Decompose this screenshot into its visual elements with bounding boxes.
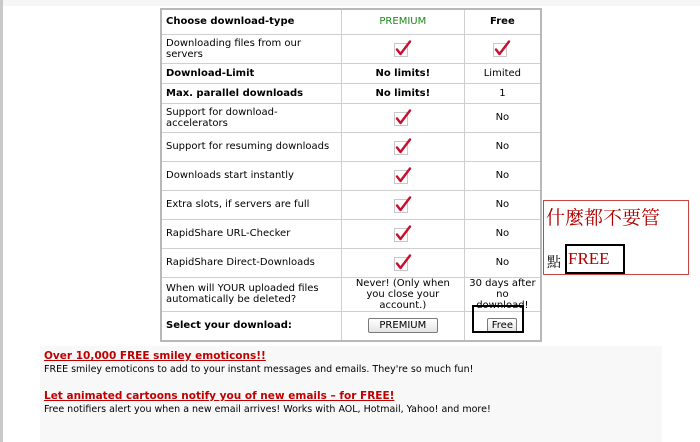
ad-notifier-text: Free notifiers alert you when a new email arrives! Works with AOL, Hotmail, Yahoo! and more! xyxy=(44,404,491,415)
table-row xyxy=(161,132,541,161)
premium-check-cell xyxy=(341,161,464,190)
ad-smileys xyxy=(44,350,473,375)
premium-value: No limits! xyxy=(341,63,464,83)
deletion-free: 30 days after no download! xyxy=(464,277,541,311)
free-button-highlight xyxy=(472,305,524,333)
ad-smileys-text: FREE smiley emoticons to add to your instant messages and emails. They're so much fun! xyxy=(44,364,474,375)
feature-label: Max. parallel downloads xyxy=(161,83,341,103)
ad-smileys-link[interactable]: Over 10,000 FREE smiley emoticons!! xyxy=(44,350,266,362)
check-icon xyxy=(492,40,512,58)
header-type-label: Choose download-type xyxy=(161,9,341,34)
left-margin xyxy=(0,0,3,442)
annotation-line1: 什麼都不要管 xyxy=(546,207,661,229)
check-icon xyxy=(393,225,413,243)
feature-label: Extra slots, if servers are full xyxy=(161,190,341,219)
premium-check-cell xyxy=(341,219,464,248)
table-row xyxy=(161,219,541,248)
premium-check-cell xyxy=(341,103,464,132)
annotation-char: 點 xyxy=(547,255,561,271)
table-row xyxy=(161,161,541,190)
table-row xyxy=(161,34,541,63)
free-value: 1 xyxy=(464,83,541,103)
check-icon xyxy=(393,138,413,156)
header-premium: PREMIUM xyxy=(341,9,464,34)
check-icon xyxy=(393,196,413,214)
feature-label: Downloads start instantly xyxy=(161,161,341,190)
check-icon xyxy=(393,167,413,185)
feature-label: RapidShare Direct-Downloads xyxy=(161,248,341,277)
check-icon xyxy=(393,40,413,58)
feature-label: Support for resuming downloads xyxy=(161,132,341,161)
comparison-table xyxy=(160,8,542,342)
premium-check-cell xyxy=(341,190,464,219)
table-row xyxy=(161,63,541,83)
header-row xyxy=(161,9,541,34)
free-button[interactable]: Free xyxy=(487,318,517,333)
premium-check-cell xyxy=(341,132,464,161)
feature-label: Download-Limit xyxy=(161,63,341,83)
free-value: No xyxy=(464,103,541,132)
free-value: No xyxy=(464,248,541,277)
feature-rows xyxy=(161,34,541,277)
table-row xyxy=(161,190,541,219)
deletion-feature: When will YOUR uploaded files automatically be deleted? xyxy=(161,277,341,311)
free-value: No xyxy=(464,190,541,219)
feature-label: Downloading files from our servers xyxy=(161,34,341,63)
annotation-free-box: FREE xyxy=(565,244,625,274)
premium-value: No limits! xyxy=(341,83,464,103)
ad-notifier-link[interactable]: Let animated cartoons notify you of new emails – for FREE! xyxy=(44,390,395,402)
feature-label: RapidShare URL-Checker xyxy=(161,219,341,248)
premium-button[interactable]: PREMIUM xyxy=(368,318,438,333)
premium-check-cell xyxy=(341,34,464,63)
free-value: Limited xyxy=(464,63,541,83)
premium-check-cell xyxy=(341,248,464,277)
free-check-cell xyxy=(464,34,541,63)
table-row xyxy=(161,83,541,103)
free-value: No xyxy=(464,132,541,161)
annotation-box xyxy=(543,200,689,275)
check-icon xyxy=(393,254,413,272)
free-value: No xyxy=(464,161,541,190)
top-strip xyxy=(0,0,700,6)
table-row xyxy=(161,248,541,277)
ad-notifier xyxy=(44,390,491,415)
select-label: Select your download: xyxy=(161,311,341,341)
premium-button-cell xyxy=(341,311,464,341)
header-free: Free xyxy=(464,9,541,34)
feature-label: Support for download-accelerators xyxy=(161,103,341,132)
check-icon xyxy=(393,109,413,127)
free-value: No xyxy=(464,219,541,248)
deletion-premium: Never! (Only when you close your account.) xyxy=(341,277,464,311)
table-row xyxy=(161,103,541,132)
